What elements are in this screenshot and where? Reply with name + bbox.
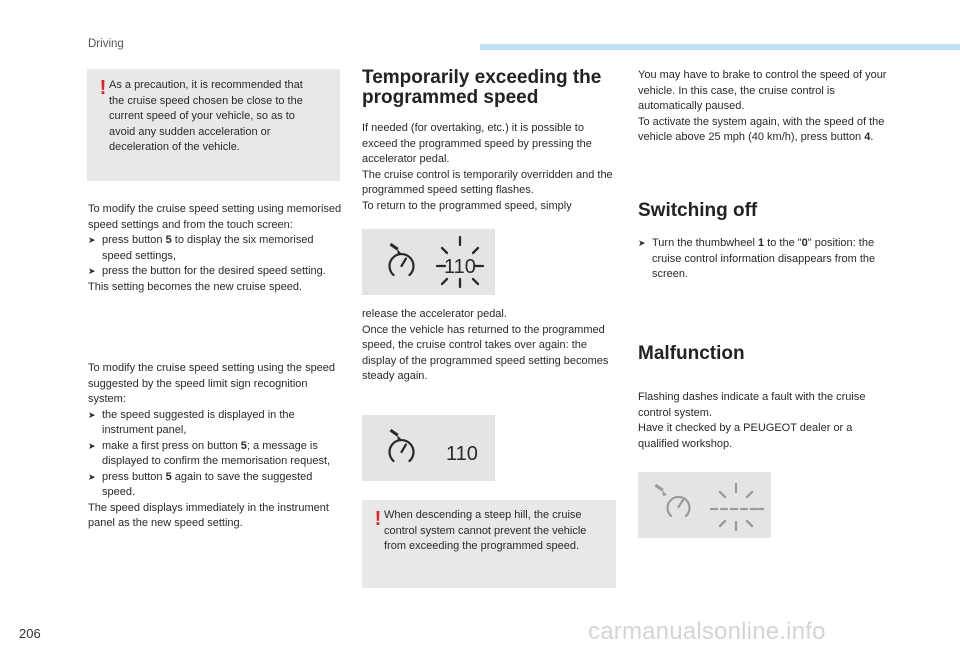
exceeding-text-top: If needed (for overtaking, etc.) it is possible to exceed the programmed speed by pressing the accelerator pedal. The cruise control is temporarily overridden and the programmed speed setting flashes. To return to the programmed speed, simply [362, 122, 613, 212]
steep-hill-text: When descending a steep hill, the cruise control system cannot prevent the vehicle from exceeding the programmed speed. [384, 509, 587, 552]
steady-speed-value: 110 [446, 443, 478, 465]
heading-switching-off: Switching off [638, 200, 758, 221]
bullet-arrow-icon: ➤ [88, 471, 96, 482]
section-label: Driving [88, 38, 124, 50]
braking-section: You may have to brake to control the speed of your vehicle. In this case, the cruise control is automatically paused. To activate the system again, with the speed of the vehicle above 25 mph (40 km/h), press button 4. [638, 69, 887, 143]
list-item: ➤ the speed suggested is displayed in the instrument panel, [88, 408, 343, 439]
list-item: ➤ press button 5 to display the six memorised speed settings, [88, 233, 343, 264]
suggested-speed-section [88, 361, 343, 532]
heading-exceeding-speed: Temporarily exceeding the programmed speed [362, 67, 602, 108]
malfunction-text: Flashing dashes indicate a fault with the cruise control system. Have it checked by a PEUGEOT dealer or a qualified workshop. [638, 391, 866, 450]
fault-display [638, 472, 771, 538]
steady-speed-display [362, 415, 495, 481]
bullet-arrow-icon: ➤ [88, 235, 96, 245]
bullet-arrow-icon: ➤ [88, 266, 96, 276]
list-item: ➤ press the button for the desired speed setting. [88, 264, 343, 280]
suggested-conclusion: The speed displays immediately in the instrument panel as the new speed setting. [88, 501, 329, 529]
warning-icon: ! [374, 508, 382, 530]
header-bar [480, 44, 960, 50]
cruise-control-flashing-icon [362, 229, 495, 295]
memorised-intro: To modify the cruise speed setting using memorised speed settings and from the touch screen: [88, 203, 342, 231]
exceeding-text-bottom: release the accelerator pedal. Once the vehicle has returned to the programmed speed, the cruise control takes over again: the display of the programmed speed setting becomes steady again. [362, 308, 609, 382]
heading-malfunction: Malfunction [638, 343, 745, 364]
bullet-arrow-icon: ➤ [88, 440, 96, 451]
list-item: ➤ press button 5 again to save the suggested speed. [88, 470, 343, 501]
precaution-note [87, 69, 340, 181]
steep-hill-note [362, 500, 616, 588]
memorised-speed-section [88, 202, 343, 295]
memorised-conclusion: This setting becomes the new cruise speed. [88, 280, 303, 293]
suggested-intro: To modify the cruise speed setting using the speed suggested by the speed limit sign recognition system: [88, 362, 336, 405]
page-number: 206 [19, 626, 41, 641]
list-item: ➤ make a first press on button 5; a message is displayed to confirm the memorisation request, [88, 439, 343, 470]
flashing-speed-display [362, 229, 495, 295]
bullet-arrow-icon: ➤ [638, 238, 646, 248]
switching-off-text [638, 236, 890, 283]
warning-icon: ! [99, 77, 107, 99]
precaution-text: As a precaution, it is recommended that the cruise speed chosen be close to the current speed of your vehicle, so as to avoid any sudden acceleration or deceleration of the vehicle. [109, 79, 303, 153]
cruise-control-steady-icon [362, 415, 495, 481]
bullet-arrow-icon: ➤ [88, 409, 96, 420]
flashing-speed-value: 110 [444, 256, 476, 278]
cruise-control-fault-icon [638, 472, 771, 538]
list-item: ➤ Turn the thumbwheel 1 to the "0" position: the cruise control information disappears from the screen. [638, 236, 890, 283]
watermark: carmanualsonline.info [588, 618, 826, 645]
